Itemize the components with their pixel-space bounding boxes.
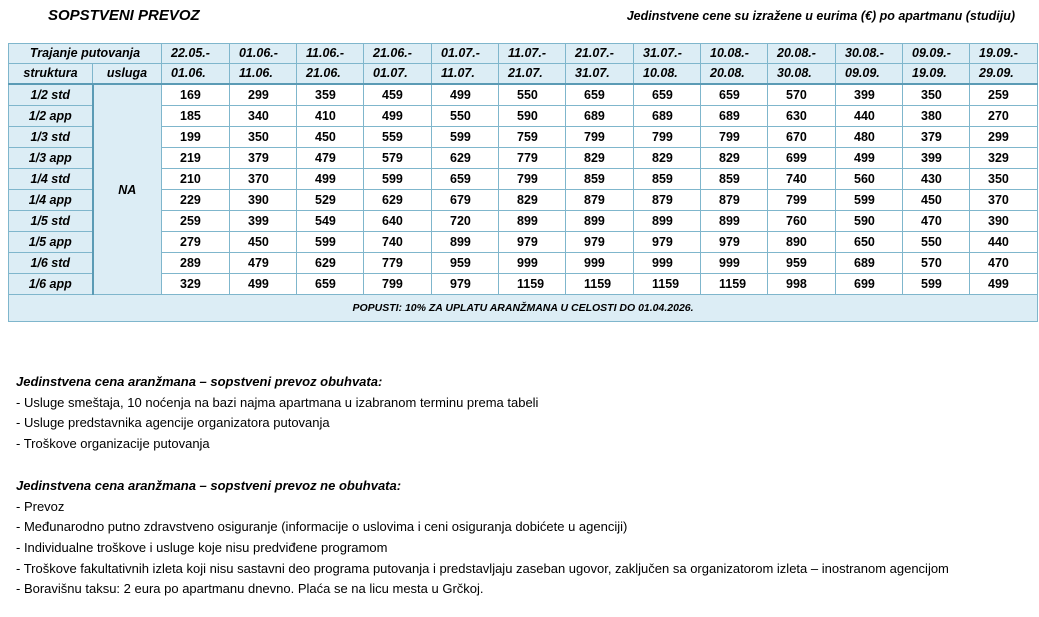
- price-cell: 399: [903, 148, 970, 169]
- price-cell: 229: [162, 190, 230, 211]
- period-end: 09.09.: [836, 64, 903, 85]
- price-cell: 720: [432, 211, 499, 232]
- price-cell: 959: [768, 253, 836, 274]
- price-cell: 329: [162, 274, 230, 295]
- price-cell: 979: [432, 274, 499, 295]
- list-item: - Boravišnu taksu: 2 eura po apartmanu dnevno. Plaća se na licu mesta u Grčkoj.: [16, 581, 484, 597]
- price-cell: 479: [230, 253, 297, 274]
- price-cell: 390: [970, 211, 1038, 232]
- price-cell: 169: [162, 84, 230, 106]
- list-item: - Individualne troškove i usluge koje nisu predviđene programom: [16, 539, 388, 555]
- price-cell: 629: [364, 190, 432, 211]
- price-cell: 799: [768, 190, 836, 211]
- price-cell: 440: [836, 106, 903, 127]
- price-cell: 570: [768, 84, 836, 106]
- period-start: 21.07.-: [566, 44, 634, 64]
- period-start: 20.08.-: [768, 44, 836, 64]
- price-cell: 185: [162, 106, 230, 127]
- excludes-list: [16, 497, 949, 601]
- price-cell: 499: [364, 106, 432, 127]
- room-structure: 1/6 std: [9, 253, 93, 274]
- price-cell: 979: [499, 232, 566, 253]
- period-start: 21.06.-: [364, 44, 432, 64]
- price-cell: 699: [836, 274, 903, 295]
- period-end: 11.06.: [230, 64, 297, 85]
- price-cell: 550: [432, 106, 499, 127]
- price-cell: 740: [768, 169, 836, 190]
- price-cell: 899: [499, 211, 566, 232]
- room-structure: 1/4 std: [9, 169, 93, 190]
- service-type: NA: [93, 84, 162, 295]
- table-row: [9, 190, 1038, 211]
- price-cell: 590: [499, 106, 566, 127]
- page-title: SOPSTVENI PREVOZ: [48, 7, 200, 24]
- price-cell: 599: [836, 190, 903, 211]
- price-cell: 560: [836, 169, 903, 190]
- discount-note: POPUSTI: 10% ZA UPLATU ARANŽMANA U CELOSTI DO 01.04.2026.: [9, 295, 1038, 322]
- price-cell: 210: [162, 169, 230, 190]
- period-end: 21.06.: [297, 64, 364, 85]
- price-cell: 799: [364, 274, 432, 295]
- price-cell: 1159: [499, 274, 566, 295]
- price-cell: 999: [566, 253, 634, 274]
- price-cell: 549: [297, 211, 364, 232]
- price-cell: 590: [836, 211, 903, 232]
- price-cell: 579: [364, 148, 432, 169]
- price-cell: 470: [970, 253, 1038, 274]
- duration-header: Trajanje putovanja: [9, 44, 162, 64]
- price-cell: 630: [768, 106, 836, 127]
- price-cell: 550: [903, 232, 970, 253]
- table-row: [9, 84, 1038, 106]
- price-cell: 1159: [634, 274, 701, 295]
- price-cell: 799: [566, 127, 634, 148]
- price-cell: 390: [230, 190, 297, 211]
- list-item: - Prevoz: [16, 498, 65, 514]
- price-note: Jedinstvene cene su izražene u eurima (€) po apartmanu (studiju): [626, 9, 1015, 23]
- price-cell: 959: [432, 253, 499, 274]
- price-cell: 599: [903, 274, 970, 295]
- excludes-heading: Jedinstvena cena aranžmana – sopstveni prevoz ne obuhvata:: [16, 477, 402, 493]
- room-structure: 1/3 app: [9, 148, 93, 169]
- period-end: 21.07.: [499, 64, 566, 85]
- price-cell: 380: [903, 106, 970, 127]
- price-cell: 879: [634, 190, 701, 211]
- price-cell: 999: [499, 253, 566, 274]
- price-cell: 259: [970, 84, 1038, 106]
- price-cell: 689: [634, 106, 701, 127]
- price-cell: 480: [836, 127, 903, 148]
- period-start: 11.06.-: [297, 44, 364, 64]
- period-end: 20.08.: [701, 64, 768, 85]
- includes-heading: Jedinstvena cena aranžmana – sopstveni prevoz obuhvata:: [16, 374, 383, 389]
- price-cell: 599: [297, 232, 364, 253]
- price-cell: 559: [364, 127, 432, 148]
- price-cell: 399: [230, 211, 297, 232]
- price-cell: 1159: [701, 274, 768, 295]
- period-end: 10.08.: [634, 64, 701, 85]
- list-item: - Troškove organizacije putovanja: [16, 436, 210, 452]
- list-item: - Usluge predstavnika agencije organizatora putovanja: [16, 415, 330, 431]
- table-row: [9, 253, 1038, 274]
- price-cell: 299: [230, 84, 297, 106]
- price-cell: 479: [297, 148, 364, 169]
- room-structure: 1/5 std: [9, 211, 93, 232]
- room-structure: 1/2 std: [9, 84, 93, 106]
- price-cell: 470: [903, 211, 970, 232]
- price-cell: 1159: [566, 274, 634, 295]
- price-cell: 359: [297, 84, 364, 106]
- price-cell: 829: [499, 190, 566, 211]
- price-cell: 689: [701, 106, 768, 127]
- period-start: 30.08.-: [836, 44, 903, 64]
- price-cell: 899: [701, 211, 768, 232]
- price-cell: 570: [903, 253, 970, 274]
- price-cell: 670: [768, 127, 836, 148]
- period-start: 09.09.-: [903, 44, 970, 64]
- price-cell: 979: [634, 232, 701, 253]
- price-cell: 450: [230, 232, 297, 253]
- price-table: [8, 43, 1038, 322]
- price-cell: 999: [701, 253, 768, 274]
- list-item: - Troškove fakultativnih izleta koji nisu sastavni deo programa putovanja i predstavljaju zaseban ugovor, zaključen sa organizatorom izleta – inostranom agencijom: [16, 560, 949, 576]
- price-cell: 289: [162, 253, 230, 274]
- price-cell: 499: [297, 169, 364, 190]
- price-cell: 979: [566, 232, 634, 253]
- price-cell: 829: [634, 148, 701, 169]
- period-end: 31.07.: [566, 64, 634, 85]
- price-cell: 629: [297, 253, 364, 274]
- price-cell: 370: [970, 190, 1038, 211]
- price-cell: 430: [903, 169, 970, 190]
- price-cell: 998: [768, 274, 836, 295]
- price-cell: 799: [634, 127, 701, 148]
- room-structure: 1/4 app: [9, 190, 93, 211]
- price-cell: 370: [230, 169, 297, 190]
- price-cell: 659: [566, 84, 634, 106]
- table-row: [9, 169, 1038, 190]
- price-cell: 759: [499, 127, 566, 148]
- price-cell: 779: [499, 148, 566, 169]
- price-cell: 340: [230, 106, 297, 127]
- price-cell: 350: [903, 84, 970, 106]
- price-cell: 499: [970, 274, 1038, 295]
- room-structure: 1/3 std: [9, 127, 93, 148]
- price-cell: 199: [162, 127, 230, 148]
- price-cell: 899: [634, 211, 701, 232]
- period-start: 01.07.-: [432, 44, 499, 64]
- price-cell: 650: [836, 232, 903, 253]
- period-start: 22.05.-: [162, 44, 230, 64]
- price-cell: 599: [364, 169, 432, 190]
- price-cell: 329: [970, 148, 1038, 169]
- table-row: [9, 127, 1038, 148]
- price-cell: 879: [566, 190, 634, 211]
- price-cell: 859: [566, 169, 634, 190]
- period-start: 01.06.-: [230, 44, 297, 64]
- period-start: 11.07.-: [499, 44, 566, 64]
- table-row: [9, 274, 1038, 295]
- price-cell: 259: [162, 211, 230, 232]
- price-cell: 659: [432, 169, 499, 190]
- price-cell: 740: [364, 232, 432, 253]
- period-start: 31.07.-: [634, 44, 701, 64]
- price-cell: 799: [701, 127, 768, 148]
- period-start: 19.09.-: [970, 44, 1038, 64]
- price-cell: 410: [297, 106, 364, 127]
- table-row: [9, 106, 1038, 127]
- price-cell: 899: [432, 232, 499, 253]
- price-cell: 659: [297, 274, 364, 295]
- price-cell: 350: [230, 127, 297, 148]
- price-cell: 599: [432, 127, 499, 148]
- terms-section: [16, 372, 949, 600]
- period-end: 30.08.: [768, 64, 836, 85]
- price-cell: 890: [768, 232, 836, 253]
- price-cell: 689: [836, 253, 903, 274]
- price-cell: 379: [230, 148, 297, 169]
- price-cell: 899: [566, 211, 634, 232]
- price-cell: 699: [768, 148, 836, 169]
- price-cell: 829: [701, 148, 768, 169]
- period-end: 01.07.: [364, 64, 432, 85]
- list-item: - Međunarodno putno zdravstveno osiguranje (informacije o uslovima i ceni osiguranja dobićete u agenciji): [16, 519, 628, 535]
- price-cell: 279: [162, 232, 230, 253]
- list-item: - Usluge smeštaja, 10 noćenja na bazi najma apartmana u izabranom terminu prema tabeli: [16, 394, 539, 410]
- service-header: usluga: [93, 64, 162, 85]
- period-end: 29.09.: [970, 64, 1038, 85]
- price-cell: 350: [970, 169, 1038, 190]
- price-cell: 799: [499, 169, 566, 190]
- price-cell: 379: [903, 127, 970, 148]
- price-cell: 999: [634, 253, 701, 274]
- price-cell: 450: [903, 190, 970, 211]
- table-row: [9, 148, 1038, 169]
- price-cell: 629: [432, 148, 499, 169]
- price-cell: 779: [364, 253, 432, 274]
- price-cell: 440: [970, 232, 1038, 253]
- structure-header: struktura: [9, 64, 93, 85]
- room-structure: 1/6 app: [9, 274, 93, 295]
- price-cell: 529: [297, 190, 364, 211]
- price-cell: 399: [836, 84, 903, 106]
- price-cell: 659: [701, 84, 768, 106]
- price-cell: 499: [230, 274, 297, 295]
- price-cell: 859: [634, 169, 701, 190]
- price-cell: 459: [364, 84, 432, 106]
- price-cell: 640: [364, 211, 432, 232]
- price-cell: 499: [432, 84, 499, 106]
- table-row: [9, 232, 1038, 253]
- price-cell: 270: [970, 106, 1038, 127]
- price-cell: 659: [634, 84, 701, 106]
- room-structure: 1/2 app: [9, 106, 93, 127]
- room-structure: 1/5 app: [9, 232, 93, 253]
- price-cell: 859: [701, 169, 768, 190]
- period-end: 11.07.: [432, 64, 499, 85]
- table-row: [9, 211, 1038, 232]
- price-cell: 299: [970, 127, 1038, 148]
- period-end: 01.06.: [162, 64, 230, 85]
- price-cell: 450: [297, 127, 364, 148]
- price-cell: 499: [836, 148, 903, 169]
- period-end: 19.09.: [903, 64, 970, 85]
- price-cell: 829: [566, 148, 634, 169]
- price-cell: 550: [499, 84, 566, 106]
- price-cell: 979: [701, 232, 768, 253]
- price-cell: 760: [768, 211, 836, 232]
- price-cell: 219: [162, 148, 230, 169]
- price-cell: 689: [566, 106, 634, 127]
- includes-list: [16, 393, 949, 455]
- price-cell: 679: [432, 190, 499, 211]
- price-cell: 879: [701, 190, 768, 211]
- period-start: 10.08.-: [701, 44, 768, 64]
